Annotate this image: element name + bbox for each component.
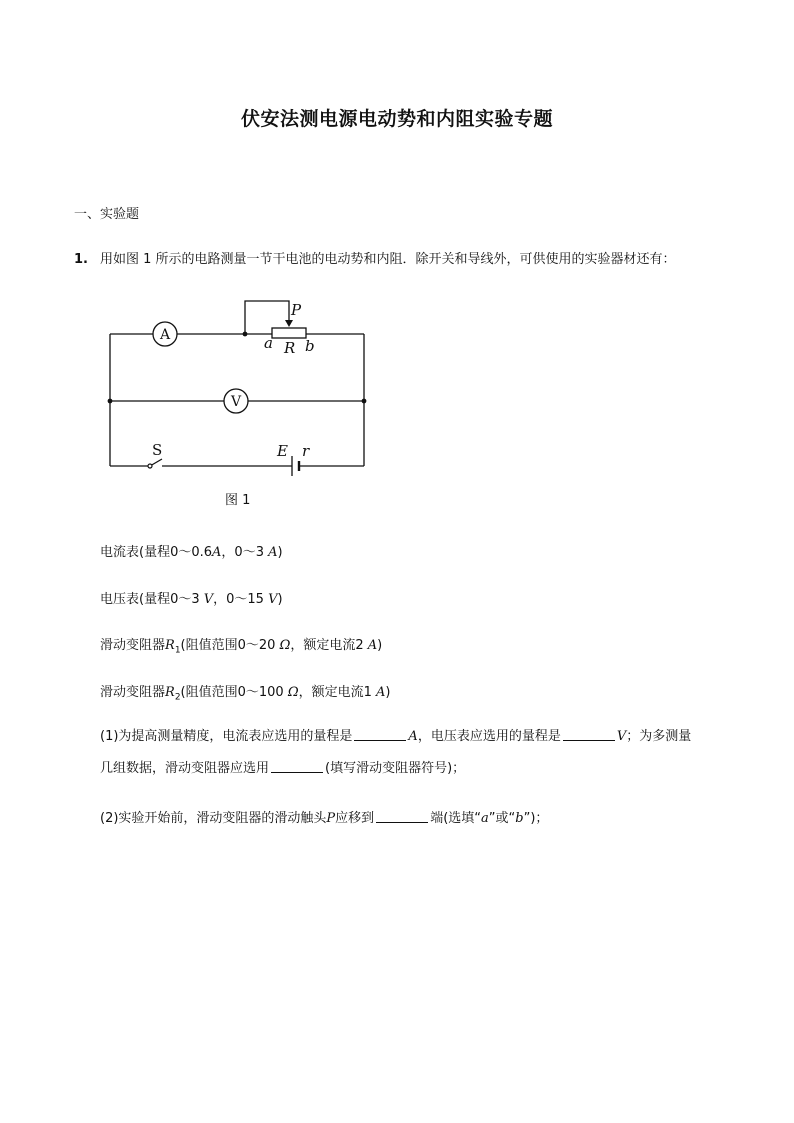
sub-question-1	[100, 721, 730, 785]
question-number: 1.	[74, 252, 88, 267]
equipment-voltmeter	[100, 588, 283, 607]
slider-label: P	[291, 301, 302, 319]
equipment-ammeter	[100, 541, 283, 560]
answer-blank[interactable]	[271, 760, 323, 773]
question-text: ”或“	[488, 811, 516, 826]
ammeter-label: A	[159, 327, 171, 343]
sub-question-2	[100, 807, 548, 826]
question-text: (1)为提高测量精度，电流表应选用的量程是	[100, 729, 353, 744]
subscript: 1	[174, 645, 181, 656]
equipment-text: )	[277, 545, 283, 560]
equipment-text: )	[377, 638, 383, 653]
equipment-text: 滑动变阻器	[100, 638, 166, 653]
unit-symbol: A	[376, 685, 386, 700]
equipment-text: (阻值范围0～20	[180, 638, 280, 653]
emf-label: E	[277, 442, 288, 460]
question-text: (填写滑动变阻器符号)；	[325, 761, 466, 776]
question-1-stem	[74, 248, 676, 267]
end-a-label: a	[264, 334, 273, 352]
equipment-text: ，额定电流1	[298, 685, 377, 700]
question-text: ”)；	[523, 811, 549, 826]
equipment-rheostat-r1	[100, 634, 382, 656]
subscript: 2	[174, 692, 181, 703]
junction-dot	[108, 399, 113, 404]
switch-label: S	[152, 441, 163, 459]
unit-symbol: V	[268, 592, 278, 607]
unit-symbol: V	[616, 729, 627, 744]
question-text: ；为多测量	[626, 729, 692, 744]
internal-r-label: r	[302, 442, 310, 460]
question-text: 用如图 1 所示的电路测量一节干电池的电动势和内阻．除开关和导线外，可供使用的实验器材还有：	[100, 252, 676, 267]
junction-dot	[362, 399, 367, 404]
circuit-diagram	[100, 293, 380, 483]
slider-arrow	[285, 320, 293, 327]
option-b: b	[515, 811, 524, 826]
end-b-label: b	[305, 337, 315, 355]
equipment-text: 滑动变阻器	[100, 685, 166, 700]
unit-symbol: A	[212, 545, 222, 560]
resistor-symbol	[272, 328, 306, 338]
equipment-rheostat-r2	[100, 681, 391, 703]
unit-symbol: A	[268, 545, 278, 560]
answer-blank[interactable]	[563, 728, 615, 741]
junction-dot	[243, 332, 248, 337]
equipment-text: 电流表(量程0～0.6	[100, 545, 213, 560]
equipment-text: )	[277, 592, 283, 607]
figure-caption: 图 1	[225, 493, 251, 508]
equipment-text: )	[385, 685, 391, 700]
answer-blank[interactable]	[354, 728, 406, 741]
slider-symbol-text: P	[326, 811, 336, 826]
unit-symbol: A	[408, 729, 418, 744]
equipment-text: 电压表(量程0～3	[100, 592, 204, 607]
resistor-label: R	[284, 339, 296, 357]
equipment-text: ，额定电流2	[290, 638, 368, 653]
unit-symbol: V	[203, 592, 214, 607]
equipment-text: (阻值范围0～100	[180, 685, 288, 700]
page-title: 伏安法测电源电动势和内阻实验专题	[240, 108, 553, 130]
question-text: (2)实验开始前，滑动变阻器的滑动触头	[100, 811, 327, 826]
question-text: 端(选填“	[430, 811, 481, 826]
unit-symbol: Ω	[279, 638, 291, 653]
equipment-text: ，0～15	[213, 592, 269, 607]
switch-pivot	[148, 464, 152, 468]
question-text: 应移到	[335, 811, 375, 826]
question-text: 几组数据，滑动变阻器应选用	[100, 761, 270, 776]
resistor-symbol-text: R	[165, 685, 175, 700]
resistor-symbol-text: R	[165, 638, 175, 653]
question-text: ，电压表应选用的量程是	[417, 729, 561, 744]
voltmeter-label: V	[230, 394, 242, 410]
unit-symbol: Ω	[287, 685, 299, 700]
equipment-text: ，0～3	[221, 545, 269, 560]
option-a: a	[481, 811, 489, 826]
answer-blank[interactable]	[376, 810, 428, 823]
unit-symbol: A	[367, 638, 378, 653]
section-heading: 一、实验题	[74, 207, 140, 222]
